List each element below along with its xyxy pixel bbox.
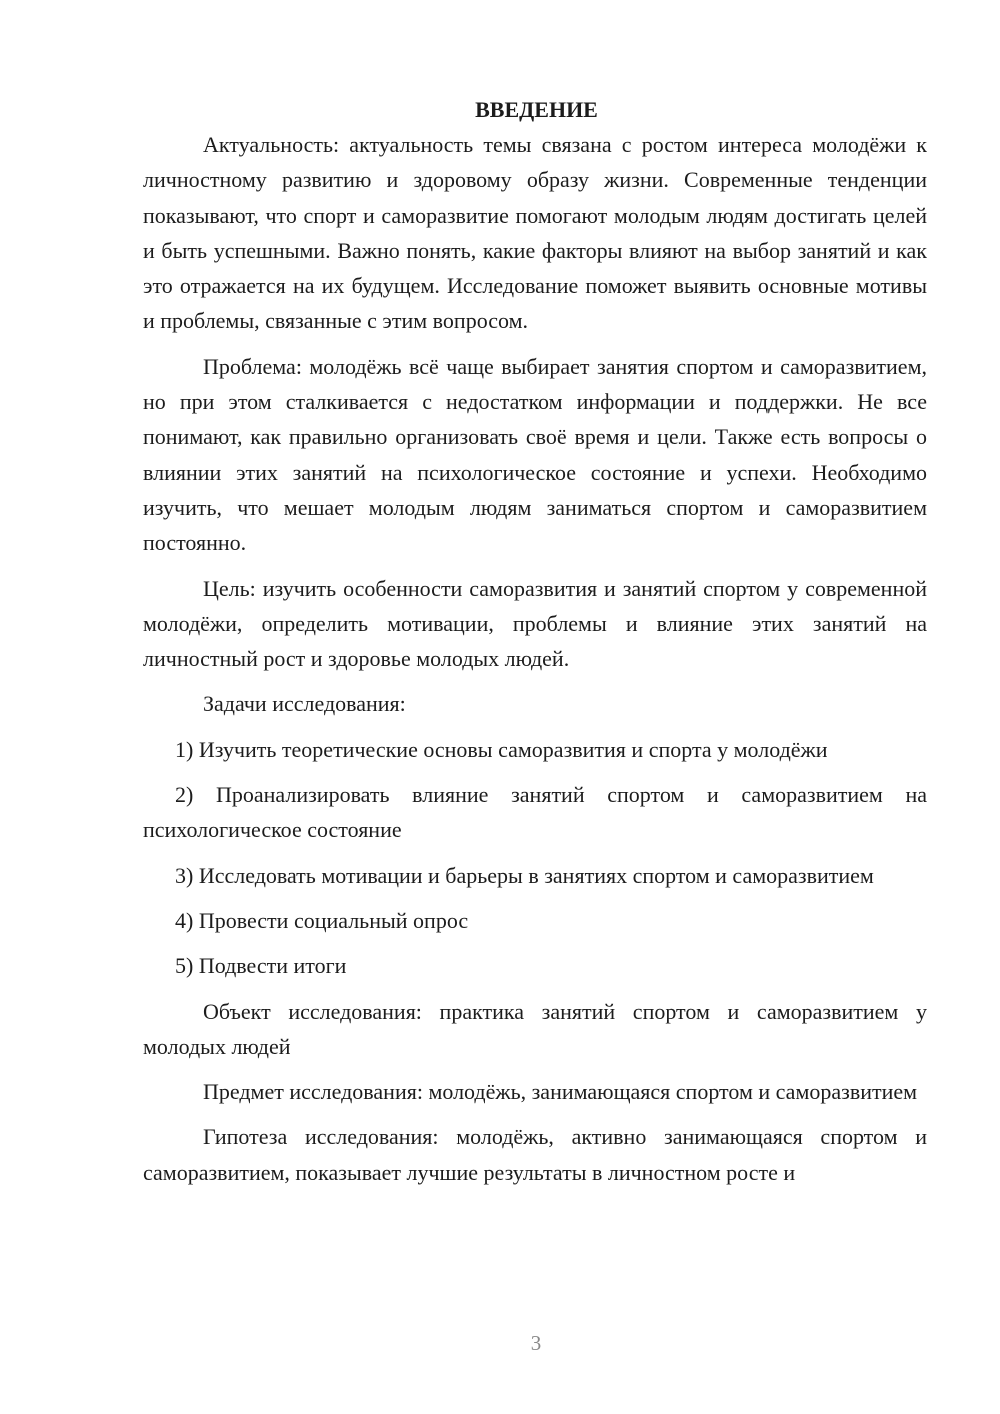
paragraph-hypothesis: Гипотеза исследования: молодёжь, активно занимающаяся спортом и саморазвитием, показывает лучшие результаты в личностном росте и — [143, 1124, 927, 1185]
paragraph-subject: Предмет исследования: молодёжь, занимающаяся спортом и саморазвитием — [203, 1079, 918, 1105]
paragraph-goal: Цель: изучить особенности саморазвития и занятий спортом у современной молодёжи, определить мотивации, проблемы и влияние этих занятий на личностный рост и здоровье молодых людей. — [143, 575, 927, 672]
task-item-1: 1) Изучить теоретические основы саморазвития и спорта у молодёжи — [175, 736, 828, 762]
task-item-5: 5) Подвести итоги — [175, 953, 347, 979]
paragraph-relevance: Актуальность: актуальность темы связана с ростом интереса молодёжи к личностному развитию и здоровому образу жизни. Современные тенденции показывают, что спорт и саморазвитие помогают молодым людям достигать целей и быть успешными. Важно понять, какие факторы влияют на выбор занятий и как это отражается на их будущем. Исследование поможет выявить основные мотивы и проблемы, связанные с этим вопросом. — [143, 132, 927, 334]
text-body — [143, 92, 927, 1190]
task-item-4: 4) Провести социальный опрос — [175, 907, 469, 933]
paragraph-object: Объект исследования: практика занятий спортом и саморазвитием у молодых людей — [143, 998, 927, 1059]
task-item-3: 3) Исследовать мотивации и барьеры в занятиях спортом и саморазвитием — [175, 862, 874, 888]
task-item-2: 2) Проанализировать влияние занятий спортом и саморазвитием на психологическое состояние — [143, 782, 927, 843]
section-heading: ВВЕДЕНИЕ — [475, 97, 598, 122]
tasks-title: Задачи исследования: — [203, 691, 406, 717]
page-number: 3 — [530, 1331, 542, 1355]
paragraph-problem: Проблема: молодёжь всё чаще выбирает занятия спортом и саморазвитием, но при этом сталкивается с недостатком информации и поддержки. Не все понимают, как правильно организовать своё время и цели. Также есть вопросы о влиянии этих занятий на психологическое состояние и успехи. Необходимо изучить, что мешает молодым людям заниматься спортом и саморазвитием постоянно. — [143, 353, 927, 556]
